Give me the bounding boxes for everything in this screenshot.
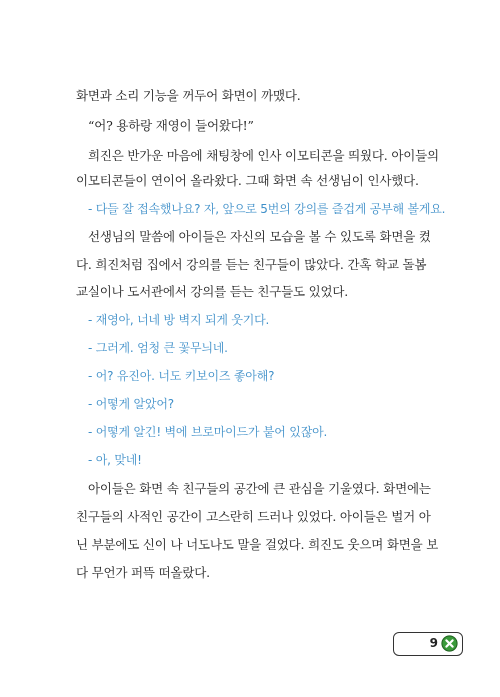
dialogue-line: “어? 용하랑 재영이 들어왔다!” — [88, 118, 254, 133]
chat-message: - 어떻게 알았어? — [88, 397, 174, 411]
text-line: 아이들은 화면 속 친구들의 공간에 큰 관심을 기울였다. 화면에는 — [88, 481, 431, 496]
x-circle-icon — [441, 635, 458, 652]
text-line: 이모티콘들이 연이어 올라왔다. 그때 화면 속 선생님이 인사했다. — [76, 173, 419, 188]
text-line: 다. 희진처럼 집에서 강의를 듣는 친구들이 많았다. 간혹 학교 돌봄 — [76, 257, 427, 272]
text-line: 닌 부분에도 신이 나 너도나도 말을 걸었다. 희진도 웃으며 화면을 보 — [76, 537, 439, 552]
page-number: 9 — [429, 636, 438, 650]
text-line: 다 무언가 퍼뜩 떠올랐다. — [76, 565, 210, 580]
chat-message: - 그러게. 엄청 큰 꽃무늬네. — [88, 341, 228, 355]
chat-message: - 아, 맞네! — [88, 453, 142, 467]
text-line: 화면과 소리 기능을 꺼두어 화면이 까맸다. — [76, 88, 301, 103]
text-line: 친구들의 사적인 공간이 고스란히 드러나 있었다. 아이들은 벌거 아 — [76, 509, 431, 524]
chat-message: - 어떻게 알긴! 벽에 브로마이드가 붙어 있잖아. — [88, 425, 328, 439]
chat-message: - 어? 유진아. 너도 키보이즈 좋아해? — [88, 369, 275, 383]
text-line: 선생님의 말씀에 아이들은 자신의 모습을 볼 수 있도록 화면을 켰 — [88, 229, 431, 244]
chat-message: - 재영아, 너네 방 벽지 되게 웃기다. — [88, 313, 270, 327]
page-number-badge — [393, 632, 463, 656]
text-line: 희진은 반가운 마음에 채팅창에 인사 이모티콘을 띄웠다. 아이들의 — [88, 148, 439, 163]
text-line: 교실이나 도서관에서 강의를 듣는 친구들도 있었다. — [76, 284, 349, 299]
chat-message: - 다들 잘 접속했나요? 자, 앞으로 5번의 강의를 즐겁게 공부해 볼게요. — [88, 202, 446, 216]
